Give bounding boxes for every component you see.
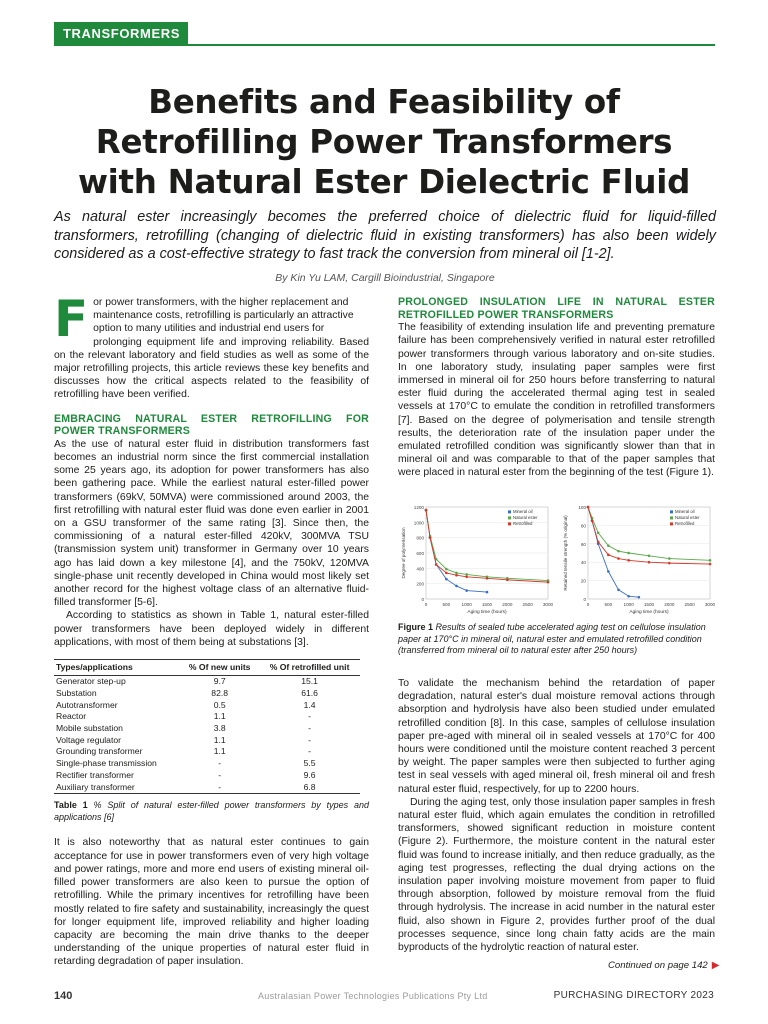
body-paragraph: According to statistics as shown in Table 1, natural ester-filled power transformers have been deployed widely in different applications, with most of them being at substations [3]. [54, 610, 369, 648]
table-row [54, 735, 360, 747]
data-point [607, 544, 610, 547]
y-tick-label: 600 [416, 551, 424, 556]
triangle-right-icon: ▶ [711, 960, 720, 971]
table-cell: - [308, 734, 312, 745]
x-tick-label: 0 [586, 602, 590, 607]
continued-link[interactable] [608, 960, 719, 971]
section-tag: TRANSFORMERS [54, 22, 188, 45]
data-point [445, 572, 448, 575]
y-tick-label: 100 [578, 505, 586, 510]
data-point [597, 531, 600, 534]
data-point [617, 557, 620, 560]
data-point [668, 562, 671, 565]
table-cell: Reactor [56, 711, 87, 722]
intro-line: option to many utilities and industrial end users for [93, 323, 325, 335]
table-row [54, 782, 360, 794]
data-point [425, 509, 428, 512]
table-cell: - [308, 746, 312, 757]
table-cell: 1.1 [213, 734, 226, 745]
x-tick-label: 0 [424, 602, 428, 607]
table-cell: 82.8 [211, 687, 229, 698]
y-tick-label: 20 [580, 578, 586, 584]
data-point [607, 570, 610, 573]
x-tick-label: 1500 [643, 602, 655, 607]
data-point [638, 596, 641, 599]
split-table [54, 659, 360, 794]
legend-swatch [508, 516, 511, 519]
data-point [465, 589, 468, 592]
data-point [455, 585, 458, 588]
y-tick-label: 800 [416, 535, 424, 541]
data-point [435, 563, 438, 566]
x-tick-label: 2500 [522, 602, 533, 607]
legend-swatch [670, 522, 673, 525]
data-point [648, 554, 651, 557]
y-tick-label: 1000 [413, 520, 424, 526]
table-cell: 1.4 [303, 699, 316, 710]
table-cell: - [308, 711, 312, 722]
data-point [429, 536, 432, 539]
data-point [591, 520, 594, 523]
data-point [547, 581, 550, 584]
body-paragraph: To validate the mechanism behind the retardation of paper degradation, natural ester's dual moisture removal actions through absorption and hydrolysis have also been studied under emulated retrofilled condition [8]. In this case, samples of cellulose insulation paper pre-aged with mineral oil in sealed vessels at 170°C for 400 hours were conditioned until the moisture content reached 3 percent by weight. The paper samples were then subjected to further aging test in seal vessels with aged mineral oil, fresh mineral oil and fresh natural ester fluid, respectively, for up to 2200 hours. [398, 678, 715, 795]
y-tick-label: 0 [583, 597, 586, 602]
x-tick-label: 500 [442, 602, 451, 607]
table-cell: - [218, 758, 222, 769]
table-caption-text: % Split of natural ester-filled power transformers by types and applications [6] [54, 800, 369, 822]
dp-chart [398, 499, 553, 617]
legend-label: Natural ester [513, 515, 538, 520]
table-cell: 9.7 [213, 676, 226, 687]
x-tick-label: 3000 [704, 602, 715, 607]
x-tick-label: 1000 [461, 602, 472, 607]
table-cell: 3.8 [213, 723, 226, 734]
table-cell: 9.6 [303, 769, 316, 780]
intro-paragraph [54, 290, 369, 402]
table-cell: 1.1 [213, 746, 226, 757]
table-cell: Rectifier transformer [56, 769, 134, 780]
data-point [506, 579, 509, 582]
table-row [54, 758, 360, 770]
table-caption [54, 800, 369, 823]
legend-swatch [670, 516, 673, 519]
x-tick-label: 1500 [481, 602, 493, 607]
data-point [627, 559, 630, 562]
data-point [709, 563, 712, 566]
table-row [54, 700, 360, 712]
body-paragraph: As the use of natural ester fluid in distribution transformers fast becomes an industrial norm since the first commercial installation some 25 years ago, its adoption for power transformers has also been gathering pace. While the earliest natural ester-filled power transformers (69kV, 50MVA) were commissioned around 2003, the first retrofilling with natural ester fluid was done even earlier in 2001 on a GSU transformer of the same rating [3]. Since then, the commissioning of a natural ester-filled 420kV, 300MVA TSU (transmission system unit) transformer in Germany over 10 years ago has laid down a key milestone [4], and the 750kV, 120MVA single-phase unit recently developed in China would most likely set another record for the highest voltage class of an alternative fluid-filled transformer [5-6]. [54, 438, 369, 609]
intro-line: maintenance costs, retrofilling is particularly an attractive [93, 310, 354, 322]
data-point [455, 572, 458, 575]
table-row [54, 688, 360, 700]
table-cell: Mobile substation [56, 723, 123, 734]
table-cell: Grounding transformer [56, 746, 143, 757]
data-point [617, 550, 620, 553]
data-point [587, 506, 590, 509]
data-point [607, 554, 610, 557]
data-point [709, 559, 712, 562]
body-paragraph: It is also noteworthy that as natural ester continues to gain acceptance for use in power transformers even of very high voltage and power ratings, more and more end users of existing mineral oil-filled power transformers are also keen to pursue the option of retrofilling. While the primary incentives for retrofilling have been mostly related to fire safety and sustainability, increasingly the quest for longer equipment life, improved reliability and higher loading capacity are becoming the main drive thanks to the deeper understanding of the unique properties of natural ester fluid in retarding degradation of paper insulation. [54, 837, 369, 968]
section-rule [54, 44, 715, 46]
article-title [40, 82, 728, 202]
x-tick-label: 1000 [623, 602, 634, 607]
table-cell: 5.5 [303, 758, 316, 769]
table-cell: 61.6 [301, 687, 318, 698]
data-point [445, 578, 448, 581]
legend-swatch [670, 510, 673, 513]
legend-label: Mineral oil [513, 509, 533, 514]
table-row [54, 746, 360, 758]
intro-text: prolonging equipment life and improving reliability. Based on the relevant laboratory and field studies as well as some of the major retrofilling projects, this article reviews these key benefits and discusses how the critical aspects related to the feasibility of retrofilling have been verified. [54, 336, 369, 401]
y-tick-label: 80 [580, 523, 586, 529]
data-point [617, 589, 620, 592]
table-cell: Voltage regulator [56, 734, 121, 745]
data-point [627, 552, 630, 555]
right-column-top [398, 296, 715, 480]
legend-label: Natural ester [675, 515, 700, 520]
x-axis-label: Aging time (hours) [629, 610, 669, 615]
data-point [455, 574, 458, 577]
page-number: 140 [54, 990, 73, 1002]
table-cell: - [218, 769, 222, 780]
legend-label: Mineral oil [675, 509, 695, 514]
y-axis-label: Degree of polymerisation [401, 527, 406, 579]
x-tick-label: 500 [604, 602, 613, 607]
y-tick-label: 40 [580, 560, 586, 566]
table-cell: 15.1 [301, 676, 318, 687]
data-point [465, 573, 468, 576]
figure-caption [398, 622, 715, 657]
standfirst: As natural ester increasingly becomes the preferred choice of dielectric fluid for liquid-filled transformers, retrofilling (changing of dielectric fluid in existing transformers) has also been widely considered as a cost-effective strategy to fast track the conversion from mineral oil [1-2]. [54, 209, 716, 262]
y-tick-label: 60 [580, 541, 586, 547]
directory-title: PURCHASING DIRECTORY 2023 [553, 990, 714, 1001]
table-cell: - [308, 723, 312, 734]
body-paragraph: The feasibility of extending insulation life and preventing premature failure has been comprehensively verified in natural ester retrofilled power transformers through various laboratory and on-site studies. In one laboratory study, insulating paper samples were first immersed in mineral oil for 250 hours before transferring to natural ester fluid during the accelerated thermal aging test in sealed vessels at 170°C to emulate the condition in retrofilled transformers [7]. Based on the degree of polymerisation and tensile strength results, the deterioration rate of the insulation paper under the emulated retrofilled condition was significantly slower than that in mineral oil and was comparable to that of the paper samples that were placed in natural ester from the beginning of the test (Figure 1). [398, 322, 715, 479]
figure-1-left-chart [398, 499, 553, 617]
x-axis-label: Aging time (hours) [467, 610, 507, 615]
x-tick-label: 3000 [542, 602, 553, 607]
y-tick-label: 400 [416, 566, 424, 572]
data-point [668, 557, 671, 560]
y-axis-label: Retained tensile strength (% original) [563, 515, 568, 591]
table-header: % Of retrofilled unit [259, 660, 360, 676]
table-header-row [54, 660, 360, 676]
table-cell: 6.8 [259, 782, 360, 794]
legend-label: Retrofilled [675, 521, 695, 526]
table-cell: Generator step-up [56, 676, 126, 687]
drop-cap: F [54, 290, 89, 348]
y-tick-label: 200 [416, 581, 424, 587]
legend-swatch [508, 510, 511, 513]
tensile-chart [560, 499, 715, 617]
x-tick-label: 2000 [664, 602, 675, 607]
table-row [54, 723, 360, 735]
x-tick-label: 2000 [502, 602, 513, 607]
data-point [597, 541, 600, 544]
legend-label: Retrofilled [513, 521, 533, 526]
legend-swatch [508, 522, 511, 525]
data-point [445, 568, 448, 571]
intro-line: or power transformers, with the higher replacement and [93, 297, 349, 308]
data-point [465, 575, 468, 578]
data-point [486, 577, 489, 580]
publisher-credit: Australasian Power Technologies Publications Pty Ltd [258, 991, 488, 1001]
continued-text[interactable]: Continued on page 142 [608, 960, 708, 971]
table-cell: Substation [56, 687, 97, 698]
data-point [627, 595, 630, 598]
right-column-bottom [398, 677, 715, 954]
table-cell: Autotransformer [56, 699, 118, 710]
y-tick-label: 0 [421, 597, 424, 602]
title-line-1: Benefits and Feasibility of [148, 83, 620, 121]
table-cell: - [180, 782, 259, 794]
body-paragraph: During the aging test, only those insulation paper samples in fresh natural ester fluid, which again emulates the condition in retrofilled transformers, showed significant reduction in moisture content (Figure 2). Furthermore, the moisture content in the natural ester fluid was found to increase initially, and then reduce gradually, as the aging test progresses, reflecting the dual drying actions on the insulation paper involving moisture movement from paper to fluid through absorption, followed by moisture removal from the fluid through hydrolysis. The increase in acid number in the natural ester fluid, also shown in Figure 2, provides further proof of the dual processes sequence, since long chain fatty acids are the main byproducts of the hydrolytic reaction of natural ester. [398, 796, 715, 954]
byline: By Kin Yu LAM, Cargill Bioindustrial, Singapore [275, 272, 495, 284]
data-point [648, 561, 651, 564]
table-cell: Auxiliary transformer [54, 782, 180, 794]
table-cell: Single-phase transmission [56, 758, 157, 769]
section-heading-2: PROLONGED INSULATION LIFE IN NATURAL ESTER RETROFILLED POWER TRANSFORMERS [398, 296, 715, 321]
figure-caption-text: Results of sealed tube accelerated aging test on cellulose insulation paper at 170°C in mineral oil, natural ester and emulated retrofilled condition (transferred from mineral oil to natural ester after 250 hours) [398, 622, 706, 656]
table-caption-label: Table 1 [54, 800, 88, 811]
table-cell: 1.1 [213, 711, 226, 722]
data-point [486, 591, 489, 594]
figure-caption-label: Figure 1 [398, 622, 434, 632]
figure-1-right-chart [560, 499, 715, 617]
table-row [54, 711, 360, 723]
title-line-2: Retrofilling Power Transformers [95, 123, 673, 161]
table-header: Types/applications [54, 660, 180, 676]
table-row [54, 676, 360, 688]
table-header: % Of new units [180, 660, 259, 676]
left-column [54, 290, 369, 969]
table-cell: 0.5 [213, 699, 226, 710]
table-body [54, 676, 360, 794]
x-tick-label: 2500 [684, 602, 695, 607]
title-line-3: with Natural Ester Dielectric Fluid [77, 163, 691, 201]
section-heading-1: EMBRACING NATURAL ESTER RETROFILLING FOR POWER TRANSFORMERS [54, 412, 369, 438]
y-tick-label: 1200 [413, 505, 424, 510]
table-row [54, 770, 360, 782]
